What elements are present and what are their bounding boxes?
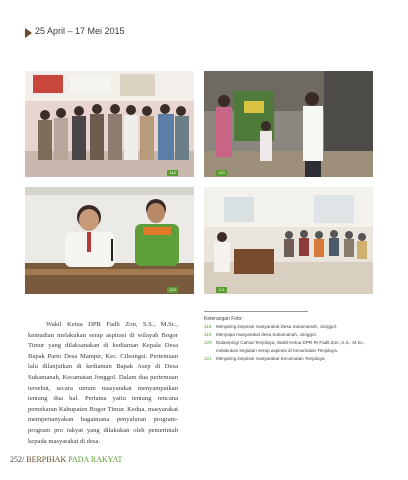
caption-item [204, 331, 374, 338]
caption-text: Menjaring inspirasi masyarakat Kecamatan Tenjolaya. [216, 355, 326, 361]
footer-separator: / [22, 455, 25, 464]
book-title-part-1: BERPIHAK [26, 455, 67, 464]
photo-121 [204, 187, 373, 294]
caption-text: Menyapa masyarakat desa Sukamanah, Jonggol. [216, 332, 317, 338]
caption-item [204, 339, 374, 353]
caption-divider [204, 311, 308, 312]
caption-title: Keterangan Foto: [204, 316, 243, 322]
photo-120 [25, 187, 194, 294]
page-date: 25 April – 17 Mei 2015 [35, 26, 125, 36]
caption-text: Didampingi Camat Tenjolaya, Wakil Ketua DPR RI Fadli Zon, S.S., M.Sc., melakukan kegiatan serap aspirasi di Kecamatan Tenjolaya. [216, 340, 366, 353]
caption-number: 118 [204, 324, 212, 329]
photo-tag: 121 [216, 287, 227, 293]
caption-item [204, 355, 374, 362]
article-body: Wakil Ketua DPR Fadli Zon, S.S., M.Sc., kemudian melakukan serap aspirasi di wilayah Bogor Timur yang dilaksanakan di kediaman Kepala Desa Bapak Parto Desa Mampir, Kec. Cileungsi. Pertemuan lalu dilanjutkan di kediaman Bapak Asep di Desa Sukamanah, Kecamatan Jonggol. Dalam dua pertemuan tersebut, secara umum masyarakat menyampaikan tentang dua hal. Pertama yaitu tentang rencana pemekaran Kabupaten Bogor Timur. Kedua, masyarakat mempertanyakan bagaimana penyaluran program-program pro rakyat yang dilakukan oleh pemerintah kepada masyarakat di desa. [28, 321, 178, 445]
caption-item [204, 323, 374, 330]
caption-text: Menjaring inspirasi masyarakat Desa Sukamanah, Jonggol. [216, 324, 338, 329]
book-title-part-2: PADA RAKYAT [68, 455, 123, 464]
caption-number: 121 [204, 355, 212, 361]
photo-118 [25, 71, 194, 177]
caption-number: 119 [204, 332, 212, 338]
photo-119 [204, 71, 373, 177]
page-number: 252 [10, 455, 22, 464]
photo-tag: 118 [167, 170, 178, 176]
photo-tag: 120 [167, 287, 178, 293]
caption-number: 120 [204, 340, 212, 346]
photo-tag: 119 [216, 170, 227, 176]
caption-list [204, 323, 374, 363]
page-footer [10, 455, 122, 464]
header-marker [25, 28, 32, 38]
